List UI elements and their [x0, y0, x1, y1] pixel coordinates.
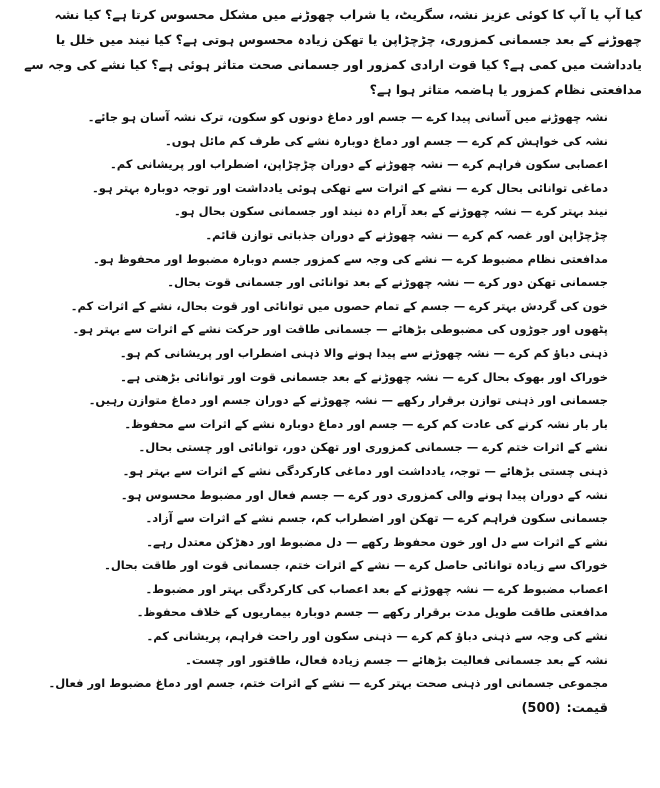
benefit-item: نشے کے اثرات سے دل اور خون محفوظ رکھے — دل مضبوط اور دھڑکن معتدل رہے۔ [146, 534, 608, 549]
benefit-item: خوراک اور بھوک بحال کرے — نشہ چھوڑنے کے بعد جسمانی قوت اور توانائی بڑھتی ہے۔ [120, 369, 608, 384]
benefit-item: نشے کی وجہ سے ذہنی دباؤ کم کرے — ذہنی سکون اور راحت فراہم، پریشانی کم۔ [146, 629, 608, 644]
benefit-item: نیند بہتر کرے — نشہ چھوڑنے کے بعد آرام دہ نیند اور جسمانی سکون بحال ہو۔ [173, 204, 608, 219]
benefit-item: نشہ کے بعد جسمانی فعالیت بڑھائے — جسم زیادہ فعال، طاقتور اور چست۔ [185, 652, 608, 667]
benefit-item: پٹھوں اور جوڑوں کی مضبوطی بڑھائے — جسمانی طاقت اور حرکت نشے کے اثرات سے بہتر ہو۔ [72, 322, 608, 337]
benefit-item: جسمانی تھکن دور کرے — نشہ چھوڑنے کے بعد توانائی اور جسمانی قوت بحال۔ [167, 275, 608, 290]
benefit-item: نشے کے اثرات ختم کرے — جسمانی کمزوری اور تھکن دور، توانائی اور چستی بحال۔ [138, 440, 608, 455]
product-description-page [6, 2, 646, 788]
price-label: قیمت: [566, 700, 608, 716]
benefit-item: جسمانی سکون فراہم کرے — تھکن اور اضطراب کم، جسم نشے کے اثرات سے آزاد۔ [145, 511, 608, 526]
benefit-item: دماغی توانائی بحال کرے — نشے کے اثرات سے تھکی ہوئی یادداشت اور توجہ دوبارہ بہتر ہو۔ [92, 180, 608, 195]
benefit-item: اعصاب مضبوط کرے — نشہ چھوڑنے کے بعد اعصاب کی کارکردگی بہتر اور مضبوط۔ [145, 581, 608, 596]
benefit-item: خون کی گردش بہتر کرے — جسم کے تمام حصوں میں توانائی اور قوت بحال، نشے کے اثرات کم۔ [70, 298, 608, 313]
benefit-item: مدافعتی نظام مضبوط کرے — نشے کی وجہ سے کمزور جسم دوبارہ مضبوط اور محفوظ ہو۔ [93, 251, 608, 266]
price-line [6, 697, 646, 721]
benefit-item: چڑچڑاپن اور غصہ کم کرے — نشہ چھوڑنے کے دوران جذباتی توازن قائم۔ [205, 227, 608, 242]
price-value: (500) [521, 700, 561, 716]
benefit-item: مجموعی جسمانی اور ذہنی صحت بہتر کرے — نشے کے اثرات ختم، جسم اور دماغ مضبوط اور فعال۔ [48, 676, 608, 691]
benefit-item: ذہنی چستی بڑھائے — توجہ، یادداشت اور دماغی کارکردگی نشے کے اثرات سے بہتر ہو۔ [122, 463, 608, 478]
benefit-item: ذہنی دباؤ کم کرے — نشہ چھوڑنے سے پیدا ہونے والا ذہنی اضطراب اور پریشانی کم ہو۔ [119, 345, 608, 360]
benefit-item: نشہ کے دوران پیدا ہونے والی کمزوری دور کرے — جسم فعال اور مضبوط محسوس ہو۔ [120, 487, 608, 502]
benefit-item: اعصابی سکون فراہم کرے — نشہ چھوڑنے کے دوران چڑچڑاپن، اضطراب اور پریشانی کم۔ [110, 157, 608, 172]
intro-paragraph: کیا آپ یا آپ کا کوئی عزیز نشہ، سگریٹ، یا شراب چھوڑنے میں مشکل محسوس کرتا ہے؟ کیا نشہ چھوڑنے کے بعد جسمانی کمزوری، چڑچڑاپن یا تھکن زیادہ محسوس ہوتی ہے؟ کیا نیند میں خلل یا یادداشت میں کمی ہے؟ کیا قوت ارادی کمزور اور جسمانی صحت متاثر ہوئی ہے؟ کیا نشے کی وجہ سے مدافعتی نظام کمزور یا ہاضمہ متاثر ہوا ہے؟ [24, 7, 642, 97]
benefit-item: جسمانی اور ذہنی توازن برقرار رکھے — نشہ چھوڑنے کے دوران جسم اور دماغ متوازن رہیں۔ [88, 393, 608, 408]
benefits-list [6, 106, 646, 696]
benefit-item: مدافعتی طاقت طویل مدت برقرار رکھے — جسم دوبارہ بیماریوں کے خلاف محفوظ۔ [136, 605, 608, 620]
benefit-item: نشہ چھوڑنے میں آسانی پیدا کرے — جسم اور دماغ دونوں کو سکون، ترک نشہ آسان ہو جائے۔ [87, 110, 608, 124]
benefit-item: خوراک سے زیادہ توانائی حاصل کرے — نشے کے اثرات ختم، جسمانی قوت اور طاقت بحال۔ [104, 558, 608, 573]
benefit-item: بار بار نشہ کرنے کی عادت کم کرے — جسم اور دماغ دوبارہ نشے کے اثرات سے محفوظ۔ [124, 416, 608, 431]
benefit-item: نشہ کی خواہش کم کرے — جسم اور دماغ دوبارہ نشے کی طرف کم مائل ہوں۔ [165, 133, 608, 148]
